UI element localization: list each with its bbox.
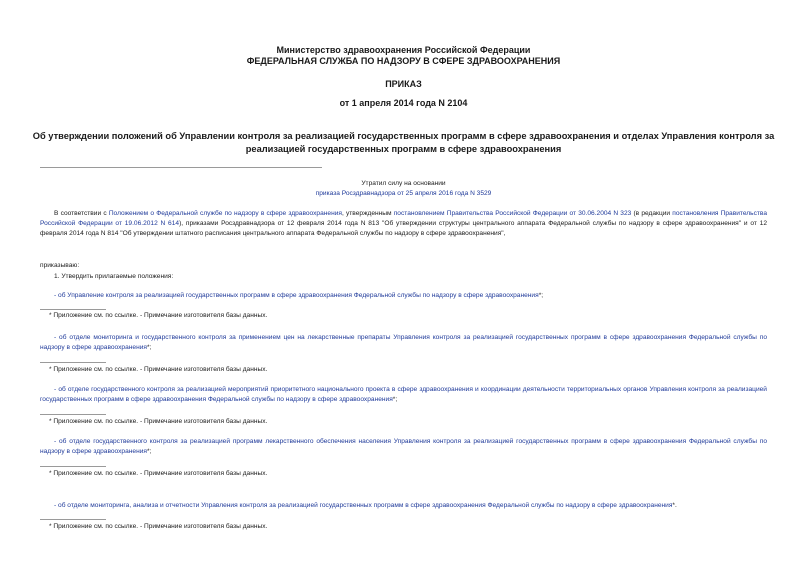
preamble-text-b: , утвержденным (341, 210, 394, 217)
order-word: приказываю: (40, 262, 80, 269)
item-suffix: *; (392, 396, 398, 403)
footnote: * Приложение см. по ссылке. - Примечание изготовителя базы данных. (49, 312, 268, 319)
item-link[interactable]: - об отделе государственного контроля за реализацией мероприятий приоритетного национального проекта в сфере здравоохранения и координации деятельности территориальных органов Управления контроля за реализацией государственных программ в сфере здравоохранения Федеральной службы по надзору в сфере здравоохранения (40, 386, 767, 403)
title-divider (40, 167, 322, 168)
service-heading: ФЕДЕРАЛЬНАЯ СЛУЖБА ПО НАДЗОРУ В СФЕРЕ ЗДРАВООХРАНЕНИЯ (246, 56, 561, 66)
status-line: Утратил силу на основании (361, 180, 446, 187)
resolution-614-link[interactable]: постановления Правительства Российской Федерации от 19.06.2012 N 614 (40, 210, 768, 227)
item-suffix: *; (146, 448, 152, 455)
footnote-divider (40, 414, 106, 415)
repeal-order-link[interactable]: приказа Росздравнадзора от 25 апреля 2016 года N 3529 (315, 190, 492, 197)
list-item (54, 291, 767, 301)
preamble-text-a: В соответствии с (54, 210, 109, 217)
footnote-divider (40, 309, 106, 310)
preamble-text-c: (в редакции (631, 210, 673, 217)
item-link[interactable]: - об отделе мониторинга, анализа и отчетности Управления контроля за реализацией государственных программ в сфере здравоохранения Федеральной службы по надзору в сфере здравоохранения (54, 502, 673, 509)
list-item (40, 333, 767, 353)
item-link[interactable]: - об отделе государственного контроля за реализацией программ лекарственного обеспечения населения Управления контроля за реализацией государственных программ в сфере здравоохранения Федеральной службы по надзору в сфере здравоохранения (40, 438, 767, 455)
footnote: * Приложение см. по ссылке. - Примечание изготовителя базы данных. (49, 523, 268, 530)
regulation-link[interactable]: Положением о Федеральной службе по надзору в сфере здравоохранения (108, 210, 342, 217)
list-item (54, 501, 767, 511)
item-link[interactable]: - об Управление контроля за реализацией государственных программ в сфере здравоохранения Федеральной службы по надзору в сфере здравоохранения (54, 292, 539, 299)
list-item (40, 437, 767, 457)
date-number-heading: от 1 апреля 2014 года N 2104 (339, 98, 468, 108)
resolution-323-link[interactable]: постановлением Правительства Российской Федерации от 30.06.2004 N 323 (393, 210, 632, 217)
list-item (40, 385, 767, 405)
item-suffix: *. (672, 502, 677, 509)
footnote-divider (40, 362, 106, 363)
item-suffix: *; (538, 292, 544, 299)
footnote: * Приложение см. по ссылке. - Примечание изготовителя базы данных. (49, 470, 268, 477)
preamble-text-d: ), приказами Росздравнадзора от 12 февраля 2014 года N 813 "Об утверждении структуры центрального аппарата Федеральной службы по надзору в сфере здравоохранения" и от 12 февраля 2014 года N 814 "Об утверждении штатного расписания центрального аппарата Федеральной службы по надзору в сфере здравоохранения", (40, 220, 767, 237)
item-link[interactable]: - об отделе мониторинга и государственного контроля за применением цен на лекарственные препараты Управления контроля за реализацией государственных программ в сфере здравоохранения Федеральной службы по надзору в сфере здравоохранения (40, 334, 767, 351)
status-link-line (0, 189, 807, 199)
preamble-paragraph (40, 209, 767, 239)
ministry-heading: Министерство здравоохранения Российской Федерации (276, 45, 531, 55)
item-suffix: *; (146, 344, 152, 351)
footnote-divider (40, 519, 106, 520)
doc-type-heading: ПРИКАЗ (385, 79, 422, 89)
document-title: Об утверждении положений об Управлении контроля за реализацией государственных программ в сфере здравоохранения и отделах Управления контроля за реализацией государственных программ в сфере здравоохранения (32, 131, 775, 154)
footnote-divider (40, 466, 106, 467)
footnote: * Приложение см. по ссылке. - Примечание изготовителя базы данных. (49, 418, 268, 425)
footnote: * Приложение см. по ссылке. - Примечание изготовителя базы данных. (49, 366, 268, 373)
item-1-heading: 1. Утвердить прилагаемые положения: (54, 273, 174, 280)
